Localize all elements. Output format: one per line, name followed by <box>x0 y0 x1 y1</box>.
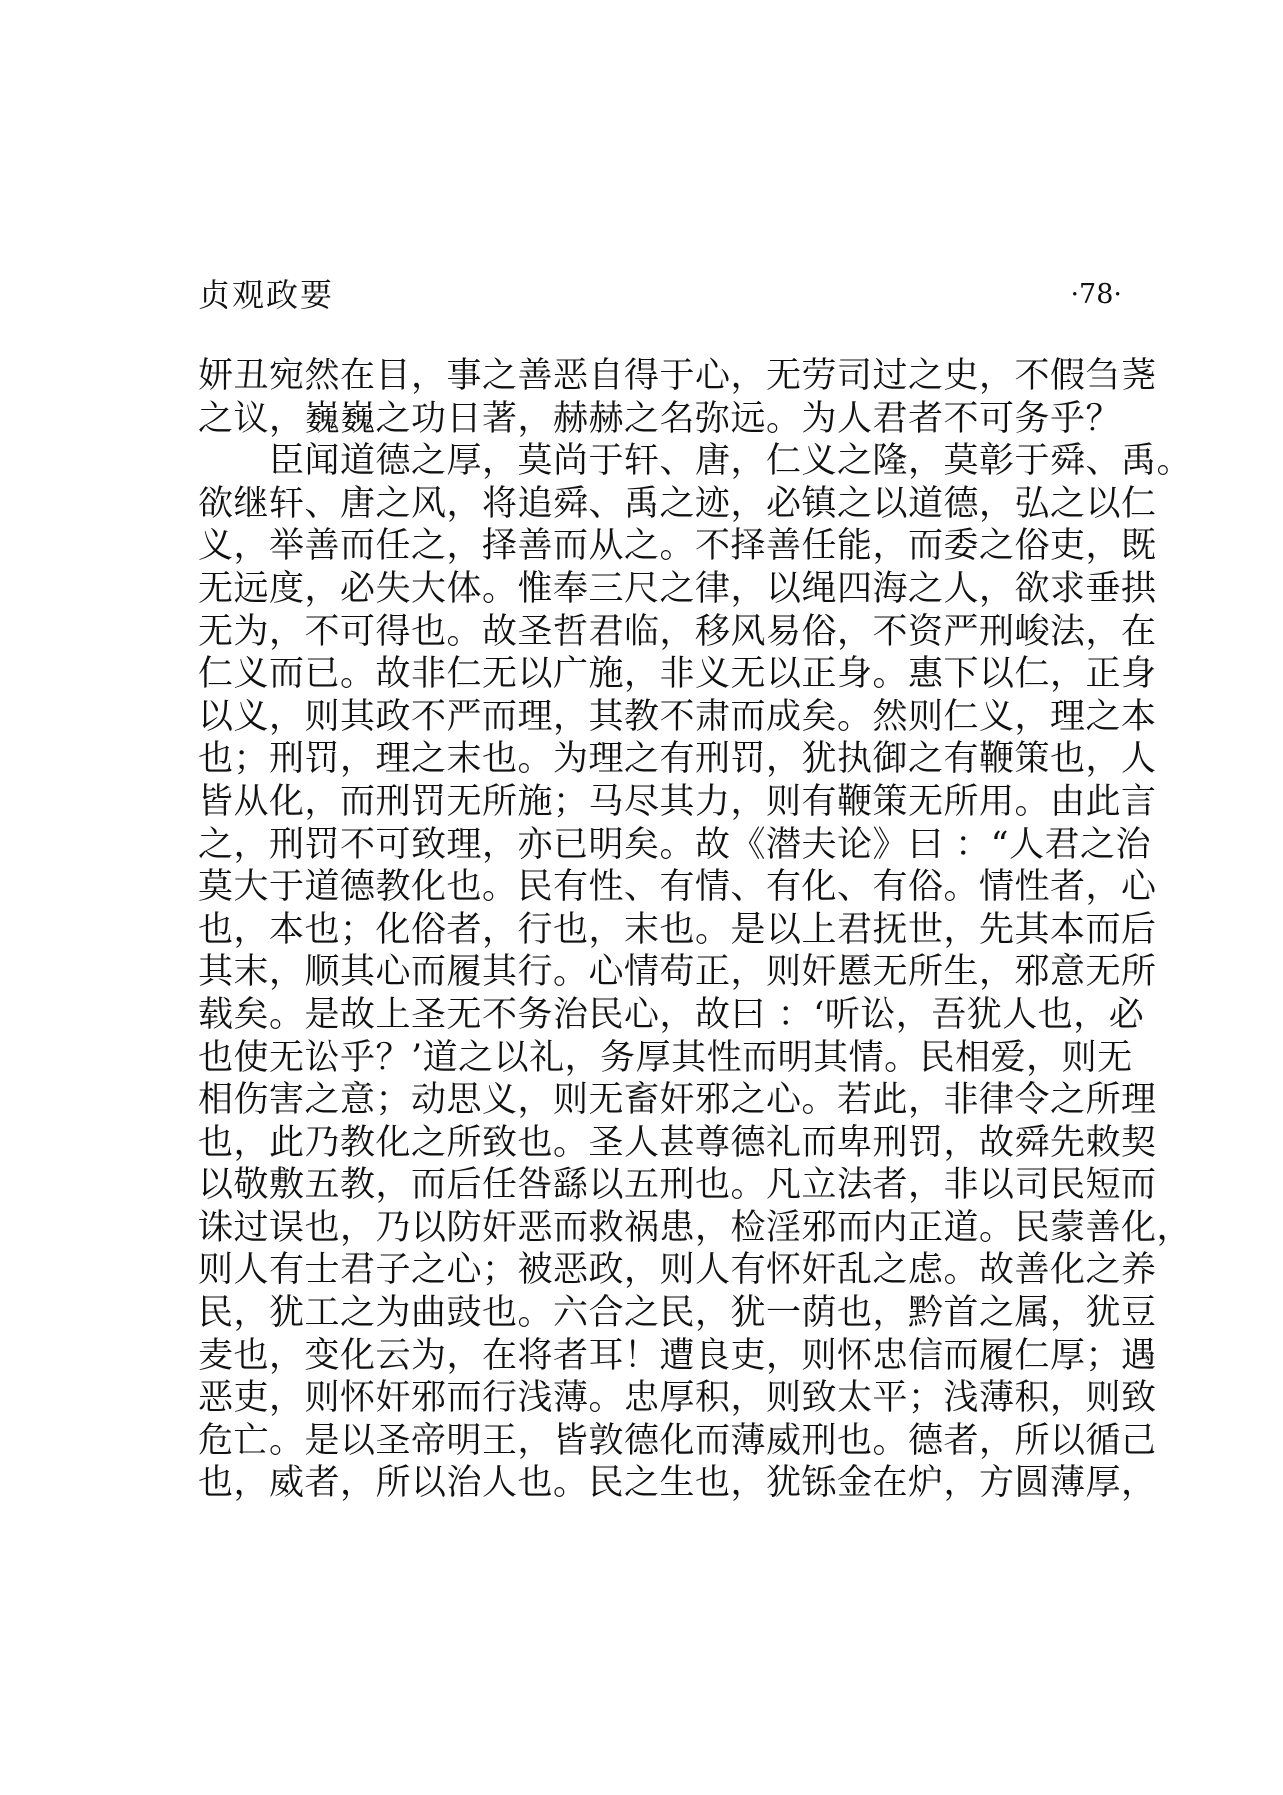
text-line: 妍丑宛然在目，事之善恶自得于心，无劳司过之史，不假刍荛 <box>198 356 1157 396</box>
text-line: 莫大于道德教化也。民有性、有情、有化、有俗。情性者，心 <box>198 867 1157 908</box>
text-line: 危亡。是以圣帝明王，皆敦德化而薄威刑也。德者，所以循己 <box>198 1420 1157 1461</box>
page-number: ·78· <box>1070 279 1122 310</box>
text-line: 臣闻道德之厚，莫尚于轩、唐，仁义之隆，莫彰于舜、禹。 <box>198 441 1193 482</box>
text-line: 义，举善而任之，择善而从之。不择善任能，而委之俗吏，既 <box>198 526 1157 567</box>
text-line: 也，此乃教化之所致也。圣人甚尊德礼而卑刑罚，故舜先敕契 <box>198 1122 1157 1163</box>
text-line: 也；刑罚，理之末也。为理之有刑罚，犹执御之有鞭策也，人 <box>198 739 1157 780</box>
text-line: 也使无讼乎？’道之以礼，务厚其性而明其情。民相爱，则无 <box>198 1037 1133 1078</box>
text-line: 其末，顺其心而履其行。心情苟正，则奸慝无所生，邪意无所 <box>198 952 1157 993</box>
text-line: 也，本也；化俗者，行也，末也。是以上君抚世，先其本而后 <box>198 909 1157 950</box>
text-line: 无为，不可得也。故圣哲君临，移风易俗，不资严刑峻法，在 <box>198 611 1157 652</box>
text-line: 以敬敷五教，而后任咎繇以五刑也。凡立法者，非以司民短而 <box>198 1165 1157 1206</box>
text-line: 麦也，变化云为，在将者耳！遭良吏，则怀忠信而履仁厚；遇 <box>198 1335 1157 1376</box>
text-line: 诛过误也，乃以防奸恶而救祸患，检淫邪而内正道。民蒙善化， <box>198 1207 1193 1248</box>
running-header <box>198 270 1122 320</box>
text-line: 相伤害之意；动思义，则无畜奸邪之心。若此，非律令之所理 <box>198 1080 1157 1121</box>
text-line: 也，威者，所以治人也。民之生也，犹铄金在炉，方圆薄厚， <box>198 1463 1157 1504</box>
book-title: 贞观政要 <box>198 276 335 314</box>
text-line: 之议，巍巍之功日著，赫赫之名弥远。为人君者不可务乎？ <box>198 398 1122 439</box>
text-line: 无远度，必失大体。惟奉三尺之律，以绳四海之人，欲求垂拱 <box>198 568 1157 609</box>
text-line: 之，刑罚不可致理，亦已明矣。故《潜夫论》曰 ：“人君之治 <box>198 824 1152 865</box>
text-line: 皆从化，而刑罚无所施；马尽其力，则有鞭策无所用。由此言 <box>198 781 1157 822</box>
text-line: 民，犹工之为曲豉也。六合之民，犹一荫也，黔首之属，犹豆 <box>198 1293 1157 1334</box>
text-line: 则人有士君子之心；被恶政，则人有怀奸乱之虑。故善化之养 <box>198 1250 1157 1291</box>
text-line: 欲继轩、唐之风，将追舜、禹之迹，必镇之以道德，弘之以仁 <box>198 483 1157 524</box>
text-line: 以义，则其政不严而理，其教不肃而成矣。然则仁义，理之本 <box>198 696 1157 737</box>
body-text <box>198 355 1193 1505</box>
text-line: 恶吏，则怀奸邪而行浅薄。忠厚积，则致太平；浅薄积，则致 <box>198 1378 1157 1419</box>
text-line: 载矣。是故上圣无不务治民心，故曰 ：‘听讼，吾犹人也，必 <box>198 994 1145 1035</box>
text-line: 仁义而已。故非仁无以广施，非义无以正身。惠下以仁，正身 <box>198 654 1157 695</box>
